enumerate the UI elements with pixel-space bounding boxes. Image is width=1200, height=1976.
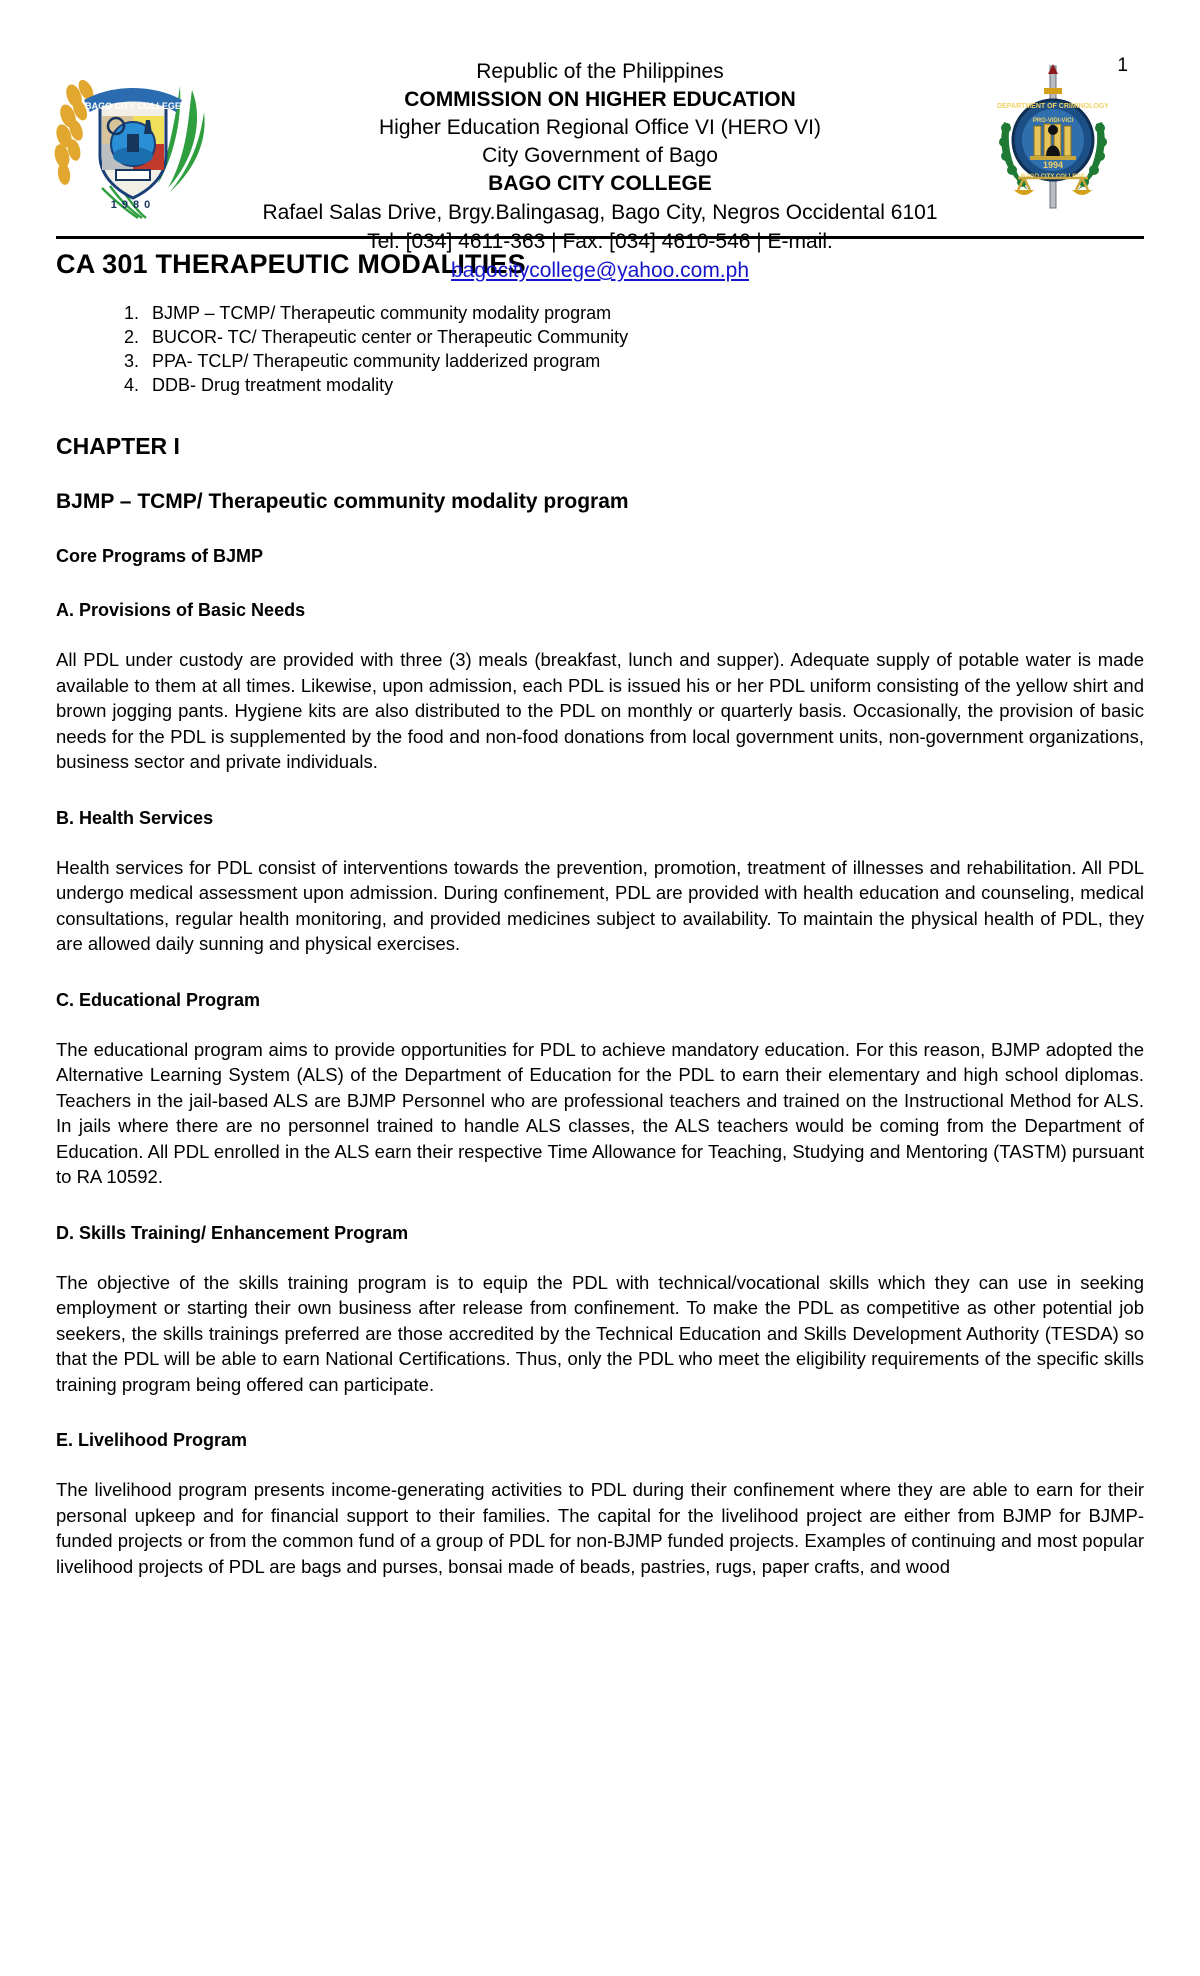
section-body-e: The livelihood program presents income-generating activities to PDL during their confinement where they are able to earn for their personal upkeep and for financial support to their families. The capital for the livelihood project are either from BJMP for BJMP-funded projects or from the common fund of a group of PDL for non-BJMP funded projects. Examples of continuing and most popular livelihood projects of PDL are bags and purses, bonsai made of beads, pastries, rugs, paper crafts, and wood bbox=[56, 1479, 1144, 1577]
svg-text:BAGO CITY COLLEGE: BAGO CITY COLLEGE bbox=[85, 101, 181, 111]
chapter-subtitle: BJMP – TCMP/ Therapeutic community modality program bbox=[56, 490, 629, 513]
list-item: 4. DDB- Drug treatment modality bbox=[144, 374, 1144, 397]
section-heading-e: E. Livelihood Program bbox=[56, 1430, 248, 1450]
department-of-criminology-seal-icon bbox=[978, 62, 1128, 212]
letterhead-line-city-government: City Government of Bago bbox=[482, 144, 718, 167]
svg-text:BAGO CITY COLLEGE: BAGO CITY COLLEGE bbox=[1021, 174, 1085, 180]
page-title: CA 301 THERAPEUTIC MODALITIES bbox=[56, 249, 526, 279]
section-heading-a: A. Provisions of Basic Needs bbox=[56, 600, 306, 620]
page-number: 1 bbox=[1117, 55, 1128, 76]
address-line: Rafael Salas Drive, Brgy.Balingasag, Bago City, Negros Occidental 6101 bbox=[262, 201, 938, 224]
section-heading-d: D. Skills Training/ Enhancement Program bbox=[56, 1222, 409, 1243]
letterhead-line-ched: COMMISSION ON HIGHER EDUCATION bbox=[404, 88, 796, 111]
letterhead-line-republic: Republic of the Philippines bbox=[476, 60, 724, 83]
section-body-c: The educational program aims to provide opportunities for PDL to achieve mandatory education. For this reason, BJMP adopted the Alternative Learning System (ALS) of the Department of Education for the PDL to earn their elementary and high school diplomas. Teachers in the jail-based ALS are BJMP Personnel who are professional teachers and trained on the Instructional Method for ALS. In jails where there are no personnel trained to handle ALS classes, the ALS teachers would be coming from the Department of Education. All PDL enrolled in the ALS earn their respective Time Allowance for Teaching, Studying and Mentoring (TASTM) pursuant to RA 10592. bbox=[56, 1038, 1144, 1187]
list-item: 1. BJMP – TCMP/ Therapeutic community modality program bbox=[144, 302, 1144, 325]
letterhead-line-college: BAGO CITY COLLEGE bbox=[488, 172, 712, 195]
section-heading-c: C. Educational Program bbox=[56, 989, 261, 1010]
letterhead-line-hero: Higher Education Regional Office VI (HERO VI) bbox=[379, 116, 821, 139]
email-link[interactable]: bagocitycollege@yahoo.com.ph bbox=[451, 259, 749, 282]
list-item: 3. PPA- TCLP/ Therapeutic community ladderized program bbox=[144, 350, 1144, 373]
chapter-heading: CHAPTER I bbox=[56, 433, 180, 459]
svg-text:DEPARTMENT OF CRIMINOLOGY: DEPARTMENT OF CRIMINOLOGY bbox=[997, 103, 1109, 110]
svg-text:1980: 1980 bbox=[110, 199, 156, 211]
svg-text:1994: 1994 bbox=[1042, 160, 1064, 170]
section-body-d: The objective of the skills training program is to equip the PDL with technical/vocational skills which they can use in seeking employment or starting their own business after release from confinement. To make the PDL as competitive as other potential job seekers, the skills trainings preferred are those accredited by the Technical Education and Skills Development Authority (TESDA) so that the PDL will be able to earn National Certifications. Thus, only the PDL who meet the eligibility requirements of the specific skills training program being offered can participate. bbox=[56, 1271, 1144, 1395]
bago-city-college-seal-icon bbox=[42, 60, 222, 220]
modality-list bbox=[56, 302, 1144, 397]
telephone-fax-line: Tel: [034] 4611-363 | Fax: [034] 4610-546 | E-mail: bbox=[367, 230, 833, 253]
list-item: 2. BUCOR- TC/ Therapeutic center or Therapeutic Community bbox=[144, 326, 1144, 349]
section-heading-b: B. Health Services bbox=[56, 807, 214, 828]
section-body-a: All PDL under custody are provided with three (3) meals (breakfast, lunch and supper). Adequate supply of potable water is made available to them at all times. Likewise, upon admission, each PDL is issued his or her PDL uniform consisting of the yellow shirt and brown jogging pants. Hygiene kits are also distributed to the PDL on monthly or quarterly basis. Occasionally, the provision of basic needs for the PDL is supplemented by the food and non-food donations from local government units, non-government organizations, business sector and private individuals. bbox=[56, 649, 1144, 772]
svg-text:PRO-VIDI-VICI: PRO-VIDI-VICI bbox=[1032, 118, 1074, 124]
document-body bbox=[0, 249, 1200, 1579]
core-programs-heading: Core Programs of BJMP bbox=[56, 546, 264, 566]
section-body-b: Health services for PDL consist of interventions towards the prevention, promotion, treatment of illnesses and rehabilitation. All PDL undergo medical assessment upon admission. During confinement, PDL are provided with health education and counseling, medical consultations, regular health monitoring, and provided medicines subject to availability. To maintain the physical health of PDL, they are allowed daily sunning and physical exercises. bbox=[56, 856, 1144, 954]
